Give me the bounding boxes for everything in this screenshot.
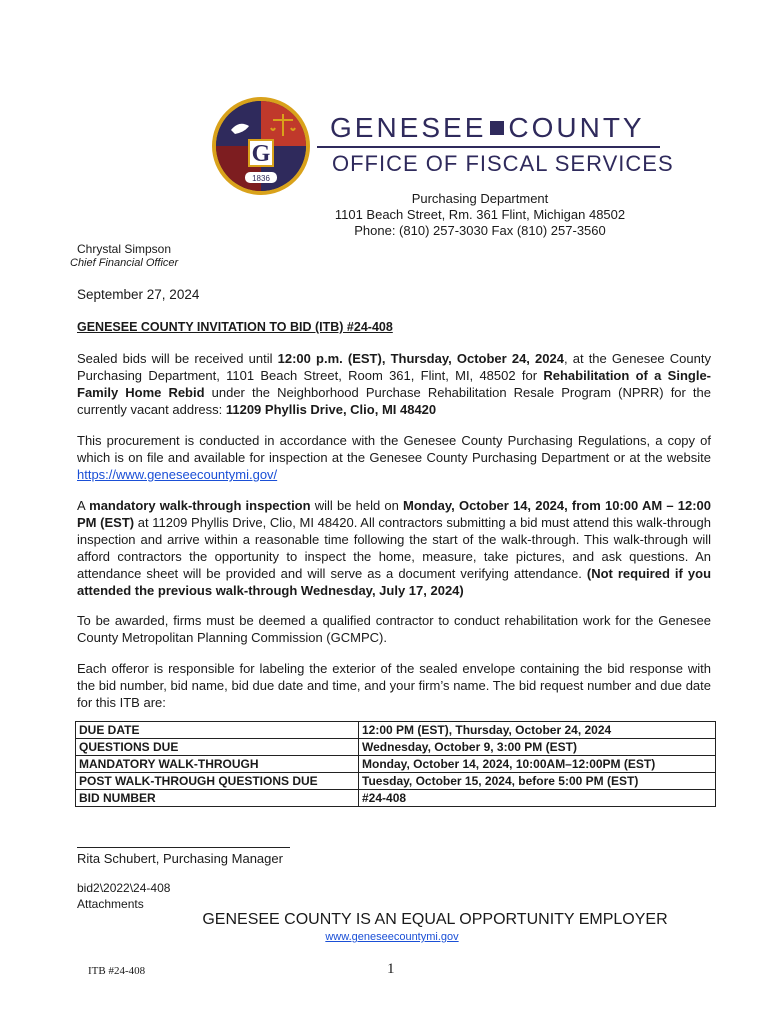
file-path: bid2\2022\24-408 (77, 881, 171, 895)
county-seal-logo (211, 96, 311, 196)
table-row (76, 739, 716, 756)
paragraph-walkthrough: A mandatory walk-through inspection will be held on Monday, October 14, 2024, from 10:00 AM – 12:00 PM (EST) at 11209 Phyllis Drive, Clio, MI 48420. All contractors submitting a bid must attend this walk-through inspection and arrive within a reasonable time following the start of the walk-through. This walk-through will afford contractors the opportunity to inspect the home, measure, take pictures, and ask questions. An attendance sheet will be provided and will serve as a document verifying attendance. (Not required if you attended the previous walk-through Wednesday, July 17, 2024) (77, 498, 712, 598)
county-wordmark (330, 112, 645, 144)
cfo-title: Chief Financial Officer (70, 257, 179, 269)
table-row (76, 756, 716, 773)
table-value: Monday, October 14, 2024, 10:00AM–12:00PM (EST) (359, 756, 716, 773)
paragraph-qualified: To be awarded, firms must be deemed a qualified contractor to conduct rehabilitation work for the Genesee County Metropolitan Planning Commission (GCMPC). (77, 613, 711, 645)
letter-date: September 27, 2024 (77, 287, 200, 302)
paragraph-procurement: This procurement is conducted in accordance with the Genesee County Purchasing Regulations, a copy of which is on file and available for inspection at the Genesee County Purchasing Department or at the website https://www.geneseecountymi.gov/ (77, 433, 711, 482)
address-street: 1101 Beach Street, Rm. 361 Flint, Michigan 48502 (334, 207, 626, 222)
signature-line (77, 847, 290, 848)
footer-website-link[interactable]: www.geneseecountymi.gov (325, 931, 459, 943)
itb-heading: GENESEE COUNTY INVITATION TO BID (ITB) #24-408 (77, 320, 393, 334)
address-dept: Purchasing Department (411, 191, 549, 206)
table-key: DUE DATE (76, 722, 359, 739)
website-link[interactable]: https://www.geneseecountymi.gov/ (77, 467, 278, 482)
cfo-name: Chrystal Simpson (77, 242, 172, 256)
logo-rule (317, 146, 660, 148)
table-key: BID NUMBER (76, 790, 359, 807)
attachments-label: Attachments (77, 897, 144, 911)
table-value: 12:00 PM (EST), Thursday, October 24, 2024 (359, 722, 716, 739)
table-key: QUESTIONS DUE (76, 739, 359, 756)
table-value: #24-408 (359, 790, 716, 807)
reference-block (77, 880, 170, 912)
seal-year: 1836 (252, 174, 270, 183)
bid-info-table (75, 721, 716, 807)
paragraph-labeling: Each offeror is responsible for labeling the exterior of the sealed envelope containing the bid response with the bid number, bid name, bid due date and time, and your firm’s name. The bid request number and due date for this ITB are: (77, 661, 711, 710)
seal-letter: G (251, 141, 271, 167)
signature-name: Rita Schubert, Purchasing Manager (77, 851, 283, 866)
table-key: POST WALK-THROUGH QUESTIONS DUE (76, 773, 359, 790)
county-word-county: COUNTY (508, 112, 645, 143)
page-number: 1 (387, 961, 395, 977)
eoe-statement: GENESEE COUNTY IS AN EQUAL OPPORTUNITY EMPLOYER (202, 911, 668, 928)
table-value: Tuesday, October 15, 2024, before 5:00 PM (EST) (359, 773, 716, 790)
footer-itb-number: ITB #24-408 (88, 965, 146, 977)
square-divider-icon (490, 121, 504, 135)
county-word-genesee: GENESEE (330, 112, 487, 143)
table-row (76, 790, 716, 807)
paragraph-sealed-bids: Sealed bids will be received until 12:00 p.m. (EST), Thursday, October 24, 2024, at the Genesee County Purchasing Department, 1101 Beach Street, Room 361, Flint, MI, 48502 for Rehabilitation of a Single-Family Home Rebid under the Neighborhood Purchase Rehabilitation Resale Program (NPRR) for the currently vacant address: 11209 Phyllis Drive, Clio, MI 48420 (77, 351, 712, 417)
address-phone: Phone: (810) 257-3030 Fax (810) 257-3560 (354, 223, 606, 238)
table-row (76, 773, 716, 790)
table-value: Wednesday, October 9, 3:00 PM (EST) (359, 739, 716, 756)
table-key: MANDATORY WALK-THROUGH (76, 756, 359, 773)
table-row (76, 722, 716, 739)
office-name: OFFICE OF FISCAL SERVICES (332, 151, 674, 176)
